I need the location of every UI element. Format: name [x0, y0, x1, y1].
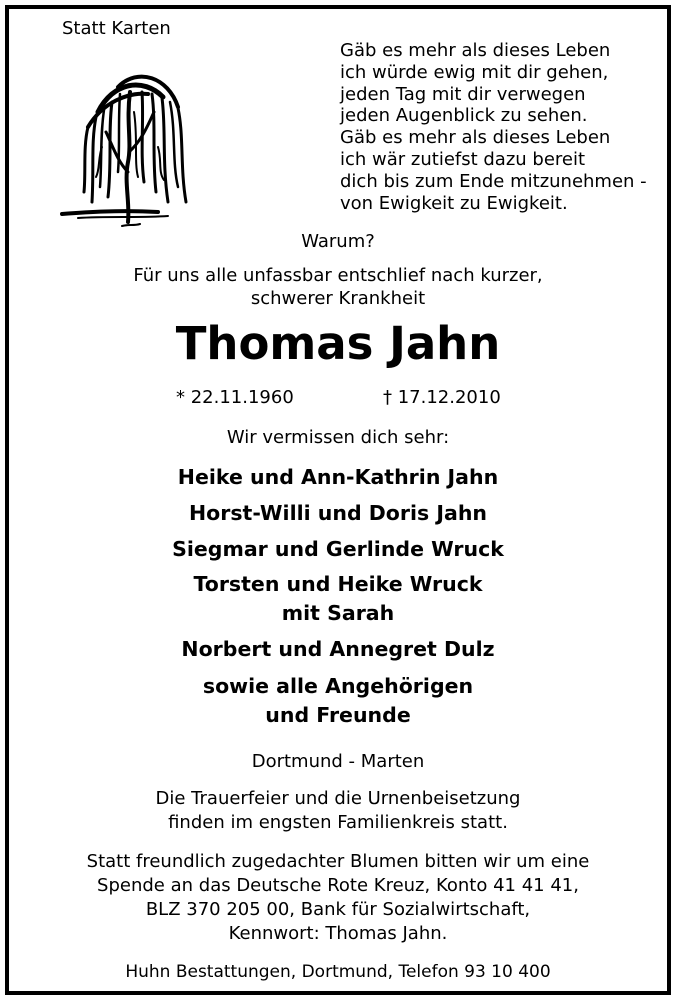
donation-line: Kennwort: Thomas Jahn.	[228, 923, 448, 944]
ceremony-line: finden im engsten Familienkreis statt.	[168, 812, 508, 833]
poem-line: Gäb es mehr als dieses Leben	[340, 127, 611, 149]
mourner-name: Horst-Willi und Doris Jahn	[188, 501, 488, 525]
weeping-willow-icon	[58, 52, 198, 230]
donation-line: Statt freundlich zugedachter Blumen bitten wir um eine	[86, 851, 590, 872]
poem-line: Gäb es mehr als dieses Leben	[340, 40, 611, 61]
mourner-name: Norbert und Annegret Dulz	[181, 637, 495, 661]
intro-question: Warum?	[301, 231, 375, 252]
mourner-name: sowie alle Angehörigen	[202, 674, 474, 698]
header-label: Statt Karten	[62, 18, 171, 39]
mourner-name: Siegmar und Gerlinde Wruck	[172, 537, 504, 561]
ceremony-line: Die Trauerfeier und die Urnenbeisetzung	[155, 788, 521, 809]
poem	[340, 40, 647, 214]
location: Dortmund - Marten	[251, 751, 425, 772]
poem-line: ich würde ewig mit dir gehen,	[340, 61, 609, 83]
poem-line: dich bis zum Ende mitzunehmen -	[340, 170, 647, 192]
intro-line-1: Für uns alle unfassbar entschlief nach kurzer,	[133, 265, 543, 286]
poem-line: jeden Augenblick zu sehen.	[340, 105, 588, 127]
mourner-name: Torsten und Heike Wruck	[193, 572, 483, 596]
deceased-name: Thomas Jahn	[175, 317, 501, 370]
mourner-name: mit Sarah	[281, 601, 395, 625]
donation-line: Spende an das Deutsche Rote Kreuz, Konto 41 41 41,	[97, 875, 579, 896]
donation-line: BLZ 370 205 00, Bank für Sozialwirtschaft,	[145, 899, 531, 920]
poem-line: jeden Tag mit dir verwegen	[340, 83, 586, 105]
poem-line: ich wär zutiefst dazu bereit	[340, 148, 586, 170]
funeral-home-footer: Huhn Bestattungen, Dortmund, Telefon 93 10 400	[125, 962, 551, 982]
miss-line: Wir vermissen dich sehr:	[226, 427, 450, 448]
birth-date: * 22.11.1960	[176, 387, 294, 408]
intro-line-2: schwerer Krankheit	[250, 288, 426, 309]
death-date: † 17.12.2010	[383, 387, 501, 408]
poem-line: von Ewigkeit zu Ewigkeit.	[340, 192, 568, 214]
mourner-name: und Freunde	[265, 703, 411, 727]
mourner-name: Heike und Ann-Kathrin Jahn	[177, 465, 499, 489]
